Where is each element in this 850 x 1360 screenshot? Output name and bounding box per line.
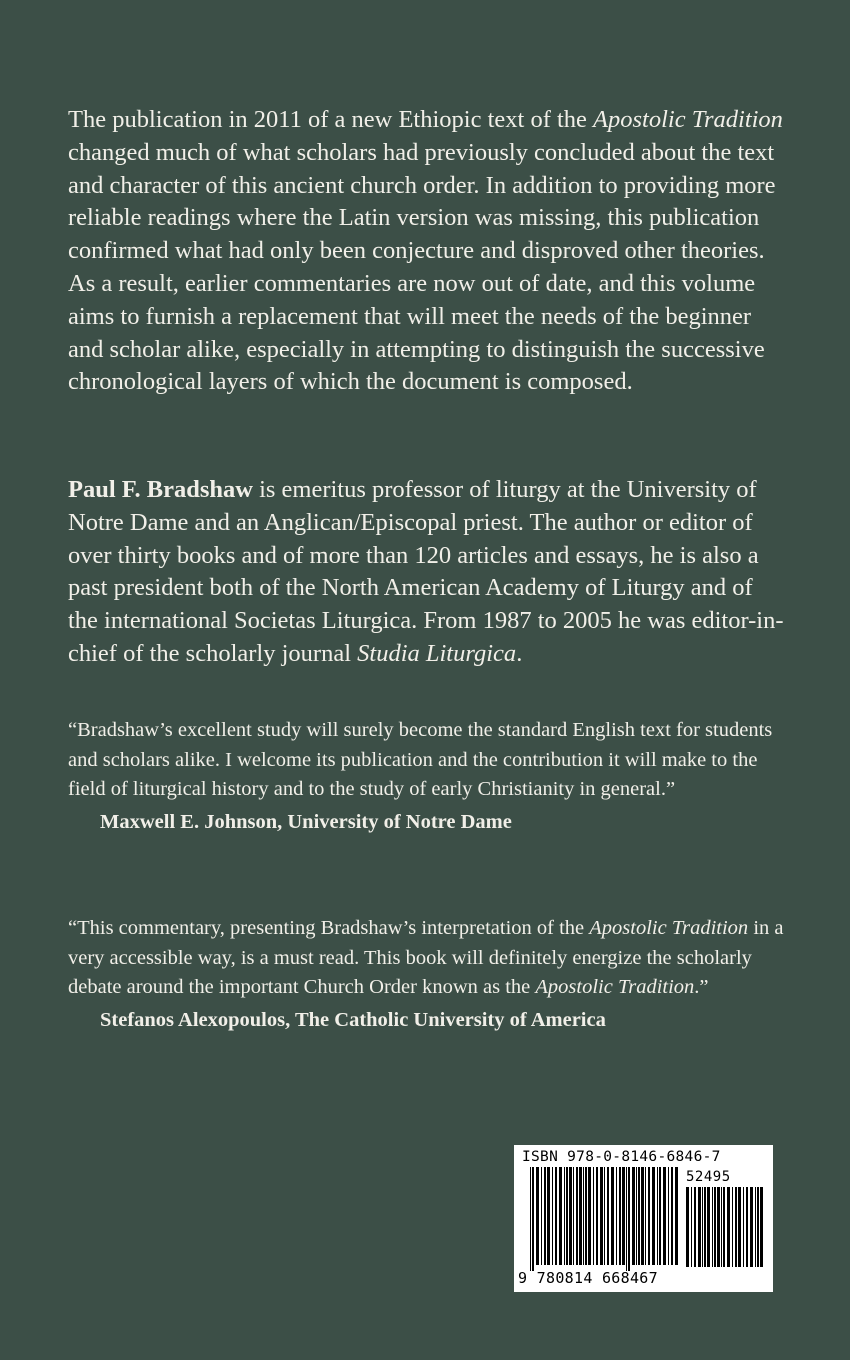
ean-barcode-bars <box>530 1167 680 1271</box>
barcode-bar <box>593 1167 594 1265</box>
barcode-bar <box>547 1167 550 1265</box>
ean-digits: 9 780814 668467 <box>518 1269 658 1287</box>
barcode-bar <box>619 1167 621 1265</box>
barcode-bar <box>536 1167 539 1265</box>
barcode-bar <box>735 1187 737 1267</box>
barcode-bar <box>750 1187 753 1267</box>
quote-attribution: Maxwell E. Johnson, University of Notre Dame <box>100 810 512 833</box>
barcode-bar <box>628 1167 630 1271</box>
quote-title: Apostolic Tradition <box>535 976 695 998</box>
barcode-bar <box>746 1187 748 1267</box>
quote-title: Apostolic Tradition <box>589 917 749 939</box>
barcode-bar <box>671 1167 673 1265</box>
barcode-bar <box>622 1167 625 1265</box>
barcode-bar <box>611 1167 614 1265</box>
barcode-bar <box>714 1187 716 1267</box>
barcode-bar <box>588 1167 591 1265</box>
barcode-bar <box>648 1167 650 1265</box>
barcode-bar <box>566 1167 568 1265</box>
barcode-bar <box>732 1187 733 1267</box>
barcode-bar <box>626 1167 627 1271</box>
barcode-bar <box>530 1167 531 1271</box>
book-description <box>68 104 788 399</box>
description-text-rest: changed much of what scholars had previously concluded about the text and character of this ancient church order. In addition to providing more reliable readings where the Latin version was missing, this publication confirmed what had only been conjecture and disproved other theories. As a result, earlier commentaries are now out of date, and this volume aims to furnish a replacement that will meet the needs of the beginner and scholar alike, especially in attempting to distinguish the successive chronological layers of which the document is composed. <box>68 138 776 396</box>
barcode-bar <box>652 1167 655 1265</box>
barcode-bar <box>738 1187 741 1267</box>
description-text-start: The publication in 2011 of a new Ethiopic text of the <box>68 106 594 133</box>
quote-text: “Bradshaw’s excellent study will surely become the standard English text for students and scholars alike. I welcome its publication and the contribution it will make to the field of liturgical history and to the study of early Christianity in general.” <box>68 719 773 800</box>
barcode-bar <box>727 1187 730 1267</box>
barcode-bar <box>616 1167 617 1265</box>
barcode-bar <box>636 1167 637 1265</box>
barcode-bar <box>583 1167 584 1265</box>
isbn-barcode <box>514 1145 773 1292</box>
barcode-bar <box>702 1187 703 1267</box>
barcode-bar <box>645 1167 646 1265</box>
barcode-bar <box>559 1167 562 1265</box>
barcode-bar <box>638 1167 640 1265</box>
barcode-bar <box>663 1167 666 1265</box>
barcode-bar <box>659 1167 661 1265</box>
author-bio-end: . <box>516 639 523 667</box>
quote-text: .” <box>694 976 709 998</box>
barcode-bar <box>757 1187 759 1267</box>
barcode-bar <box>552 1167 553 1265</box>
barcode-bar <box>569 1167 572 1265</box>
barcode-bar <box>541 1167 542 1265</box>
barcode-bar <box>743 1187 744 1267</box>
barcode-bar <box>755 1187 756 1267</box>
barcode-bar <box>760 1187 763 1267</box>
quote-text: “This commentary, presenting Bradshaw’s interpretation of the <box>68 917 590 939</box>
barcode-bar <box>712 1187 713 1267</box>
barcode-bar <box>544 1167 546 1265</box>
barcode-bar <box>555 1167 557 1265</box>
quote-attribution: Stefanos Alexopoulos, The Catholic University of America <box>100 1008 606 1031</box>
barcode-bar <box>723 1187 725 1267</box>
barcode-bar <box>564 1167 565 1265</box>
barcode-bar <box>707 1187 710 1267</box>
barcode-bar <box>600 1167 603 1265</box>
barcode-bar <box>596 1167 598 1265</box>
author-bio-text: is emeritus professor of liturgy at the University of Notre Dame and an Anglican/Episcopal priest. The author or editor of over thirty books and of more than 120 articles and essays, he is also a past president both of the North American Academy of Liturgy and of the international Societas Liturgica. From 1987 to 2005 he was editor-in-chief of the scholarly journal <box>68 476 784 667</box>
barcode-bar <box>532 1167 534 1271</box>
barcode-bar <box>717 1187 720 1267</box>
barcode-bar <box>579 1167 582 1265</box>
addon-barcode-bars <box>686 1187 764 1273</box>
barcode-bar <box>641 1167 644 1265</box>
author-bio <box>68 474 788 671</box>
barcode-bar <box>604 1167 605 1265</box>
barcode-bar <box>691 1187 692 1267</box>
barcode-bar <box>704 1187 706 1267</box>
author-name: Paul F. Bradshaw <box>68 476 253 503</box>
description-title-apostolic-tradition: Apostolic Tradition <box>593 106 783 133</box>
barcode-bar <box>585 1167 587 1265</box>
barcode-bar <box>607 1167 609 1265</box>
barcode-bar <box>573 1167 574 1265</box>
barcode-bar <box>657 1167 658 1265</box>
barcode-bar <box>576 1167 578 1265</box>
isbn-label: ISBN 978-0-8146-6846-7 <box>522 1149 721 1165</box>
endorsement-quote <box>68 716 788 837</box>
barcode-bar <box>721 1187 722 1267</box>
barcode-bar <box>698 1187 701 1267</box>
barcode-bar <box>668 1167 669 1265</box>
barcode-bar <box>686 1187 689 1267</box>
endorsement-quote <box>68 914 788 1035</box>
quote-text: in a very accessible way, is a must read. This book will definitely energize the scholarly debate around the important Church Order known as the <box>68 917 784 998</box>
price-addon-code: 52495 <box>686 1169 731 1185</box>
journal-title: Studia Liturgica <box>357 639 517 667</box>
barcode-bar <box>694 1187 696 1267</box>
barcode-bar <box>632 1167 635 1265</box>
barcode-bar <box>675 1167 678 1265</box>
